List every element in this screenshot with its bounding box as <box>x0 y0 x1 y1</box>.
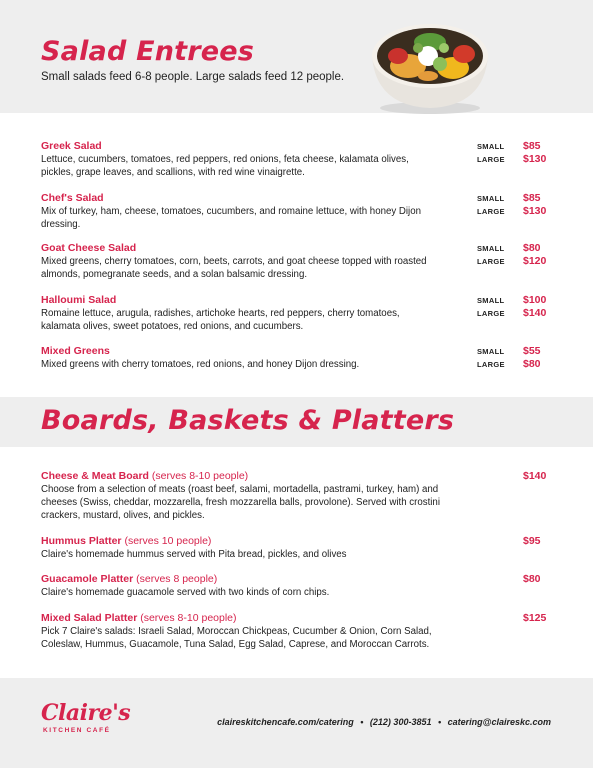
size-small-label: SMALL <box>477 347 505 356</box>
item-name <box>41 612 561 625</box>
website-link[interactable]: claireskitchencafe.com/catering <box>217 717 354 727</box>
item-prices <box>523 612 563 625</box>
item-name-text: Cheese & Meat Board <box>41 470 149 482</box>
separator-dot: • <box>437 717 442 727</box>
size-small-label: SMALL <box>477 142 505 151</box>
item-serves: (serves 8 people) <box>136 573 218 585</box>
price-small: $55 <box>523 345 541 357</box>
footer-contact <box>217 717 551 727</box>
menu-item-guacamole-platter <box>41 573 561 599</box>
size-labels <box>477 242 517 268</box>
item-description: Claire's homemade hummus served with Pita bread, pickles, and olives <box>41 549 347 560</box>
item-description: Claire's homemade guacamole served with two kinds of corn chips. <box>41 587 330 598</box>
item-description: Mixed greens with cherry tomatoes, red onions, and honey Dijon dressing. <box>41 359 360 370</box>
item-description: Mix of turkey, ham, cheese, tomatoes, cucumbers, and romaine lettuce, with honey Dijon dressing. <box>41 206 421 230</box>
price-large: $140 <box>523 307 547 319</box>
item-name: Goat Cheese Salad <box>41 242 137 254</box>
price-small: $85 <box>523 140 541 152</box>
item-prices <box>523 192 563 218</box>
size-large-label: LARGE <box>477 360 505 369</box>
phone-number[interactable]: (212) 300-3851 <box>369 717 432 727</box>
item-name: Chef's Salad <box>41 192 104 204</box>
item-name: Greek Salad <box>41 140 102 152</box>
separator-dot: • <box>360 717 364 727</box>
menu-item-cheese-meat-board <box>41 470 561 522</box>
item-prices <box>523 242 563 268</box>
size-small-label: SMALL <box>477 194 505 203</box>
item-prices <box>523 345 563 371</box>
menu-item-mixed-salad-platter <box>41 612 561 651</box>
size-large-label: LARGE <box>477 257 505 266</box>
size-small-label: SMALL <box>477 296 505 305</box>
price-large: $130 <box>523 205 547 217</box>
item-prices <box>523 470 563 483</box>
item-name-text: Hummus Platter <box>41 535 122 547</box>
price-small: $80 <box>523 242 541 254</box>
price-large: $130 <box>523 153 547 165</box>
size-labels <box>477 192 517 218</box>
item-serves: (serves 10 people) <box>124 535 212 547</box>
price-small: $85 <box>523 192 541 204</box>
size-labels <box>477 294 517 320</box>
boards-section-title: Boards, Baskets & Platters <box>41 405 455 436</box>
item-prices <box>523 535 563 548</box>
item-description: Mixed greens, cherry tomatoes, corn, beets, carrots, and goat cheese topped with roasted almonds, pomegranate seeds, and a solan balsamic dressing. <box>41 256 427 280</box>
salad-bowl-image <box>368 18 492 116</box>
item-name <box>41 535 561 548</box>
price-large: $120 <box>523 255 547 267</box>
email-link[interactable]: catering@claireskc.com <box>447 717 551 727</box>
item-name: Halloumi Salad <box>41 294 117 306</box>
size-large-label: LARGE <box>477 207 505 216</box>
item-description: Choose from a selection of meats (roast beef, salami, mortadella, pastrami, turkey, ham) and cheeses (Swiss, cheddar, mozzarella, fresh mozzarella balls, provolone). Served with crostini crackers, mustard, olives, and pickles. <box>41 484 440 521</box>
item-name <box>41 573 561 586</box>
price-small: $100 <box>523 294 547 306</box>
item-name: Mixed Greens <box>41 345 110 357</box>
size-labels <box>477 345 517 371</box>
price: $80 <box>523 573 541 585</box>
item-description: Lettuce, cucumbers, tomatoes, red peppers, red onions, feta cheese, kalamata olives, pickles, grape leaves, and scallions, with red wine vinaigrette. <box>41 154 409 178</box>
size-large-label: LARGE <box>477 309 505 318</box>
item-prices <box>523 140 563 166</box>
price: $95 <box>523 535 541 547</box>
salad-section-subtitle: Small salads feed 6-8 people. Large salads feed 12 people. <box>41 71 345 83</box>
size-large-label: LARGE <box>477 155 505 164</box>
menu-item-hummus-platter <box>41 535 561 561</box>
size-labels <box>477 140 517 166</box>
price-large: $80 <box>523 358 541 370</box>
item-prices <box>523 573 563 586</box>
item-name <box>41 470 561 483</box>
item-serves: (serves 8-10 people) <box>140 612 237 624</box>
item-serves: (serves 8-10 people) <box>151 470 249 482</box>
size-small-label: SMALL <box>477 244 505 253</box>
item-prices <box>523 294 563 320</box>
price: $140 <box>523 470 547 482</box>
salad-section-title: Salad Entrees <box>41 36 255 67</box>
claires-logo-subtitle: KITCHEN CAFÉ <box>43 727 111 734</box>
item-description: Romaine lettuce, arugula, radishes, artichoke hearts, red peppers, cherry tomatoes, kalamata olives, sweet potatoes, red onions, and cucumbers. <box>41 308 400 332</box>
price: $125 <box>523 612 547 624</box>
item-name-text: Guacamole Platter <box>41 573 134 585</box>
item-name-text: Mixed Salad Platter <box>41 612 138 624</box>
claires-logo: Claire's <box>41 700 131 726</box>
item-description: Pick 7 Claire's salads: Israeli Salad, Moroccan Chickpeas, Cucumber & Onion, Corn Salad, Coleslaw, Hummus, Guacamole, Tuna Salad, Egg Salad, Caprese, and Moroccan Carrots. <box>41 626 432 650</box>
